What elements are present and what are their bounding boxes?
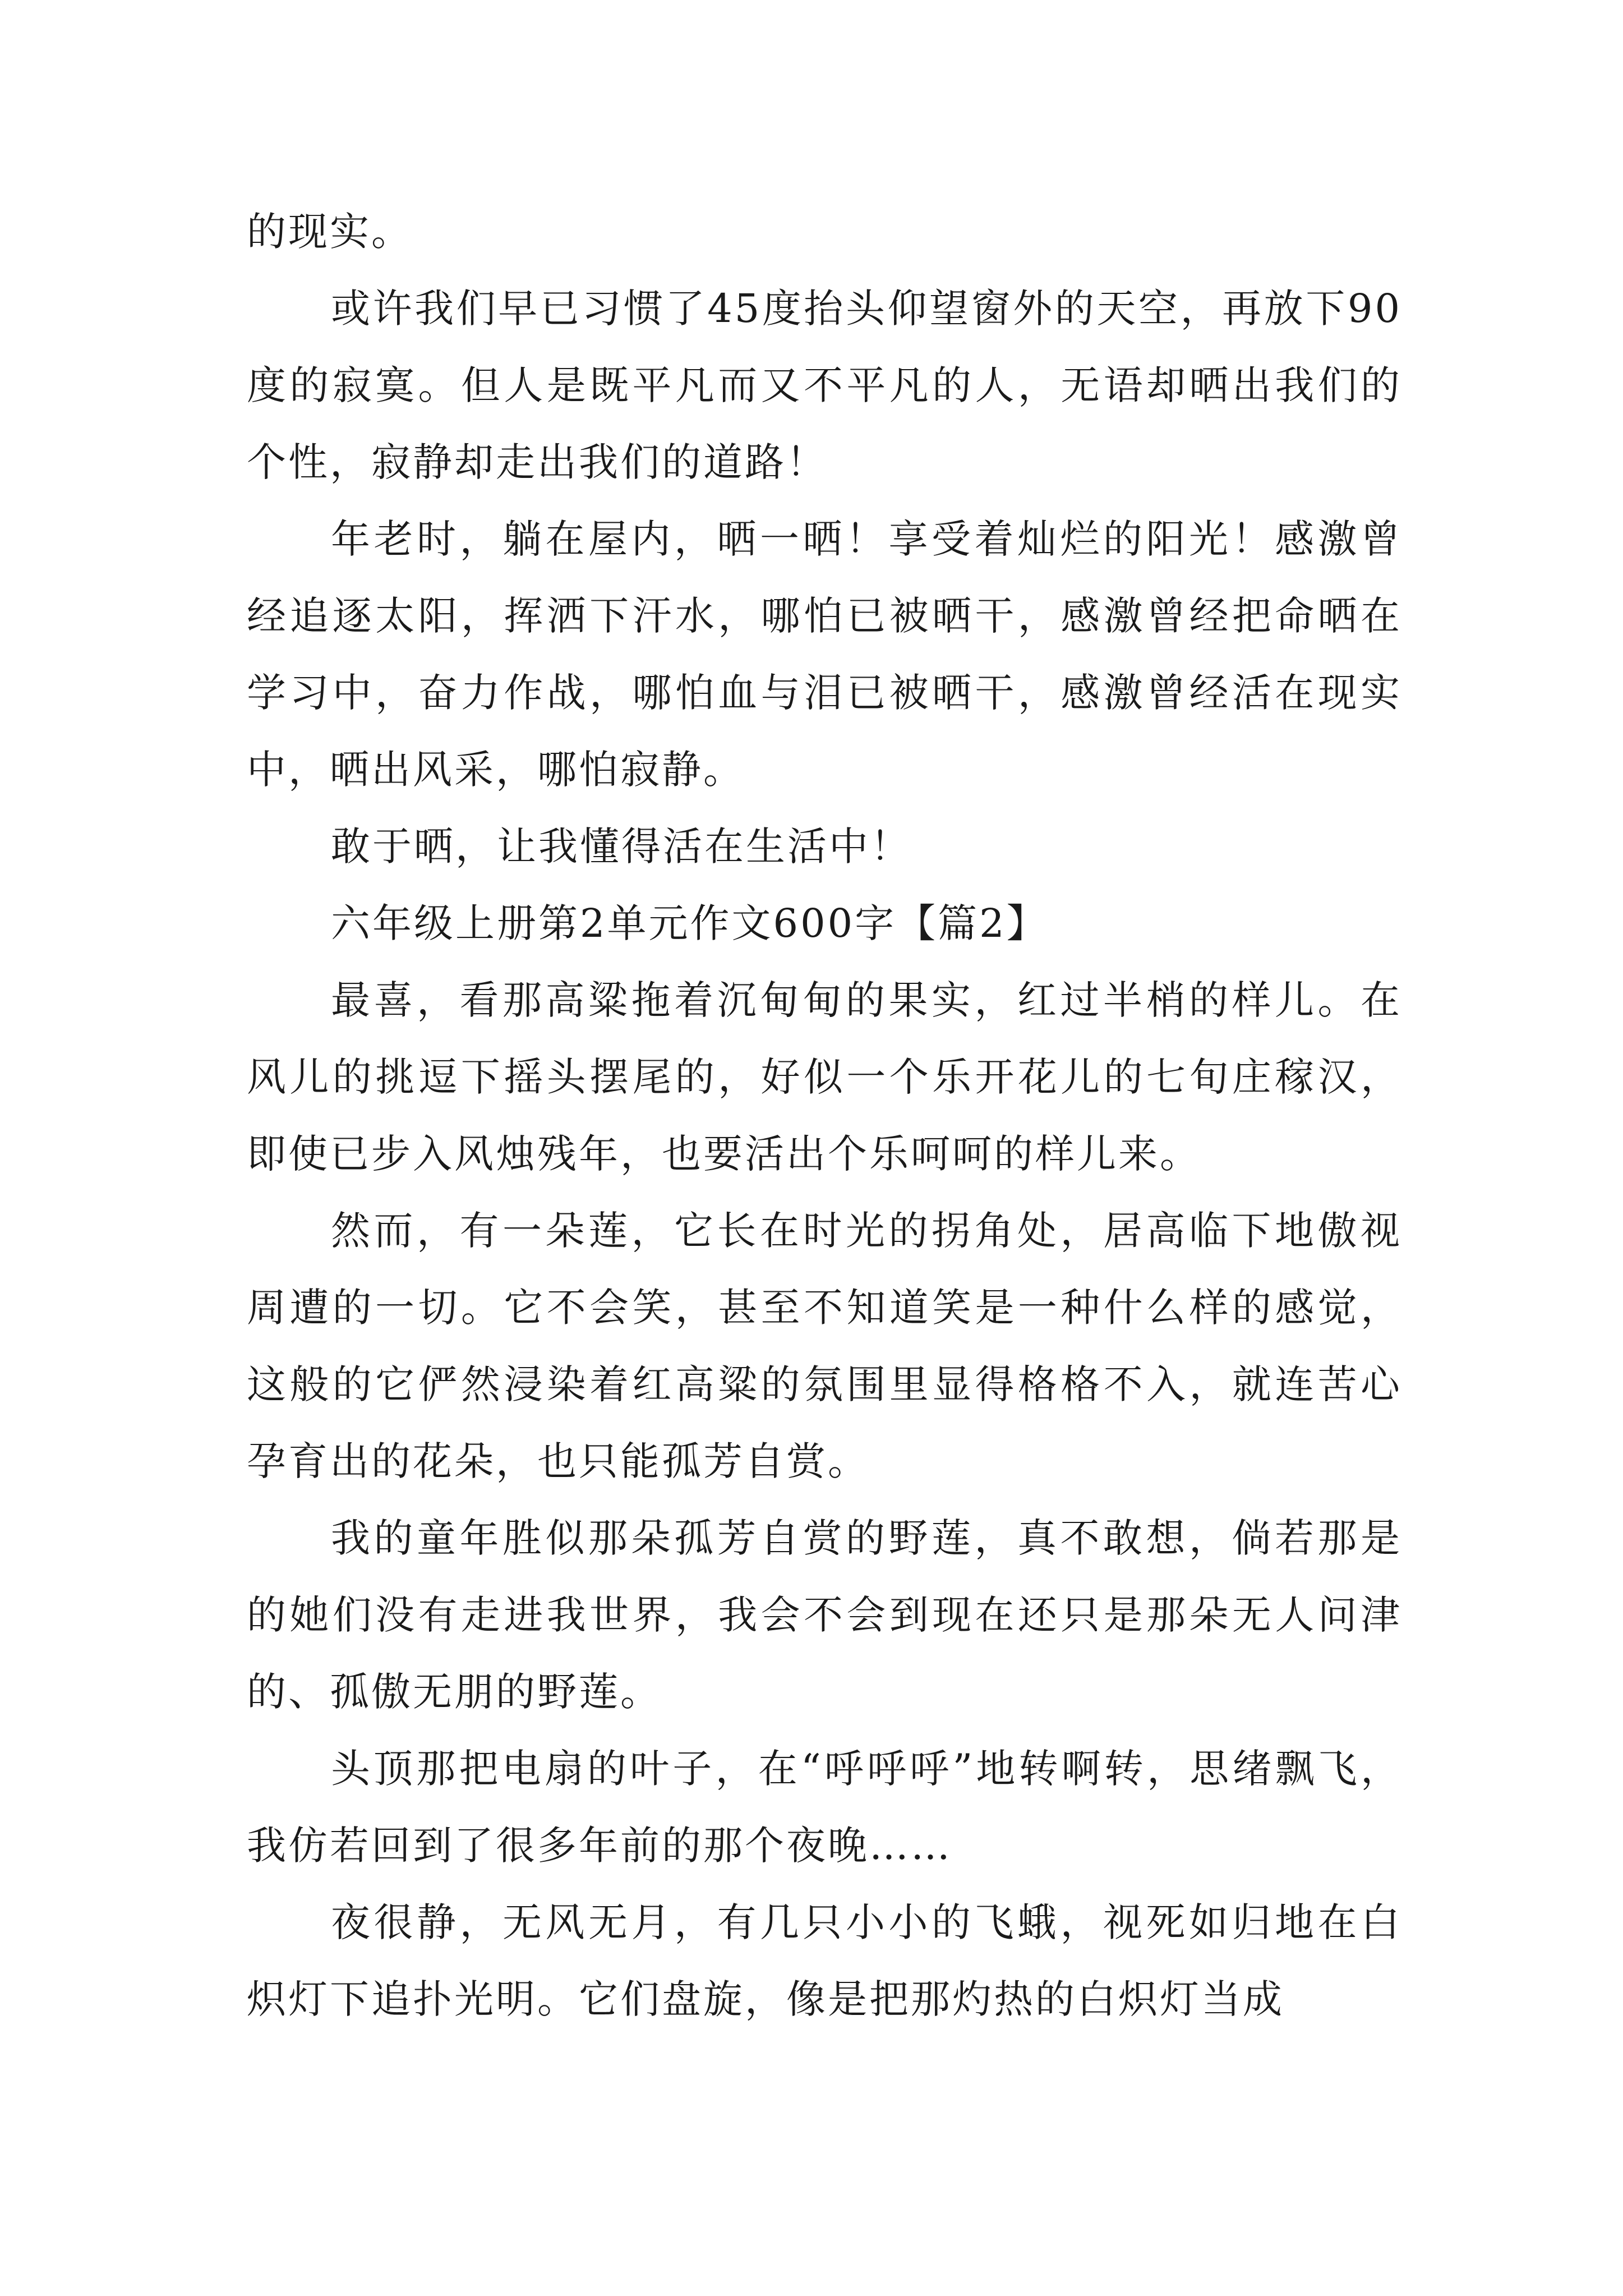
section-heading: 六年级上册第2单元作文600字【篇2】	[331, 900, 1048, 946]
document-body	[247, 194, 1402, 2038]
paragraph: 头顶那把电扇的叶子，在“呼呼呼”地转啊转，思绪飘飞，我仿若回到了很多年前的那个夜晚……	[247, 1746, 1402, 1869]
paragraph: 敢于晒，让我懂得活在生活中！	[331, 823, 912, 869]
paragraph: 最喜，看那高粱拖着沉甸甸的果实，红过半梢的样儿。在风儿的挑逗下摇头摆尾的，好似一个乐开花儿的七旬庄稼汉，即使已步入风烛残年，也要活出个乐呵呵的样儿来。	[247, 977, 1402, 1177]
paragraph: 然而，有一朵莲，它长在时光的拐角处，居高临下地傲视周遭的一切。它不会笑，甚至不知道笑是一种什么样的感觉，这般的它俨然浸染着红高粱的氛围里显得格格不入，就连苦心孕育出的花朵，也只能孤芳自赏。	[247, 1208, 1402, 1484]
paragraph: 夜很静，无风无月，有几只小小的飞蛾，视死如归地在白炽灯下追扑光明。它们盘旋，像是把那灼热的白炽灯当成	[247, 1899, 1402, 2022]
paragraph: 年老时，躺在屋内，晒一晒！享受着灿烂的阳光！感激曾经追逐太阳，挥洒下汗水，哪怕已被晒干，感激曾经把命晒在学习中，奋力作战，哪怕血与泪已被晒干，感激曾经活在现实中，晒出风采，哪怕寂静。	[247, 516, 1402, 793]
paragraph: 或许我们早已习惯了45度抬头仰望窗外的天空，再放下90度的寂寞。但人是既平凡而又不平凡的人，无语却晒出我们的个性，寂静却走出我们的道路！	[247, 286, 1402, 485]
paragraph-continuation: 的现实。	[247, 209, 413, 255]
paragraph: 我的童年胜似那朵孤芳自赏的野莲，真不敢想，倘若那是的她们没有走进我世界，我会不会到现在还只是那朵无人问津的、孤傲无朋的野莲。	[247, 1515, 1402, 1715]
